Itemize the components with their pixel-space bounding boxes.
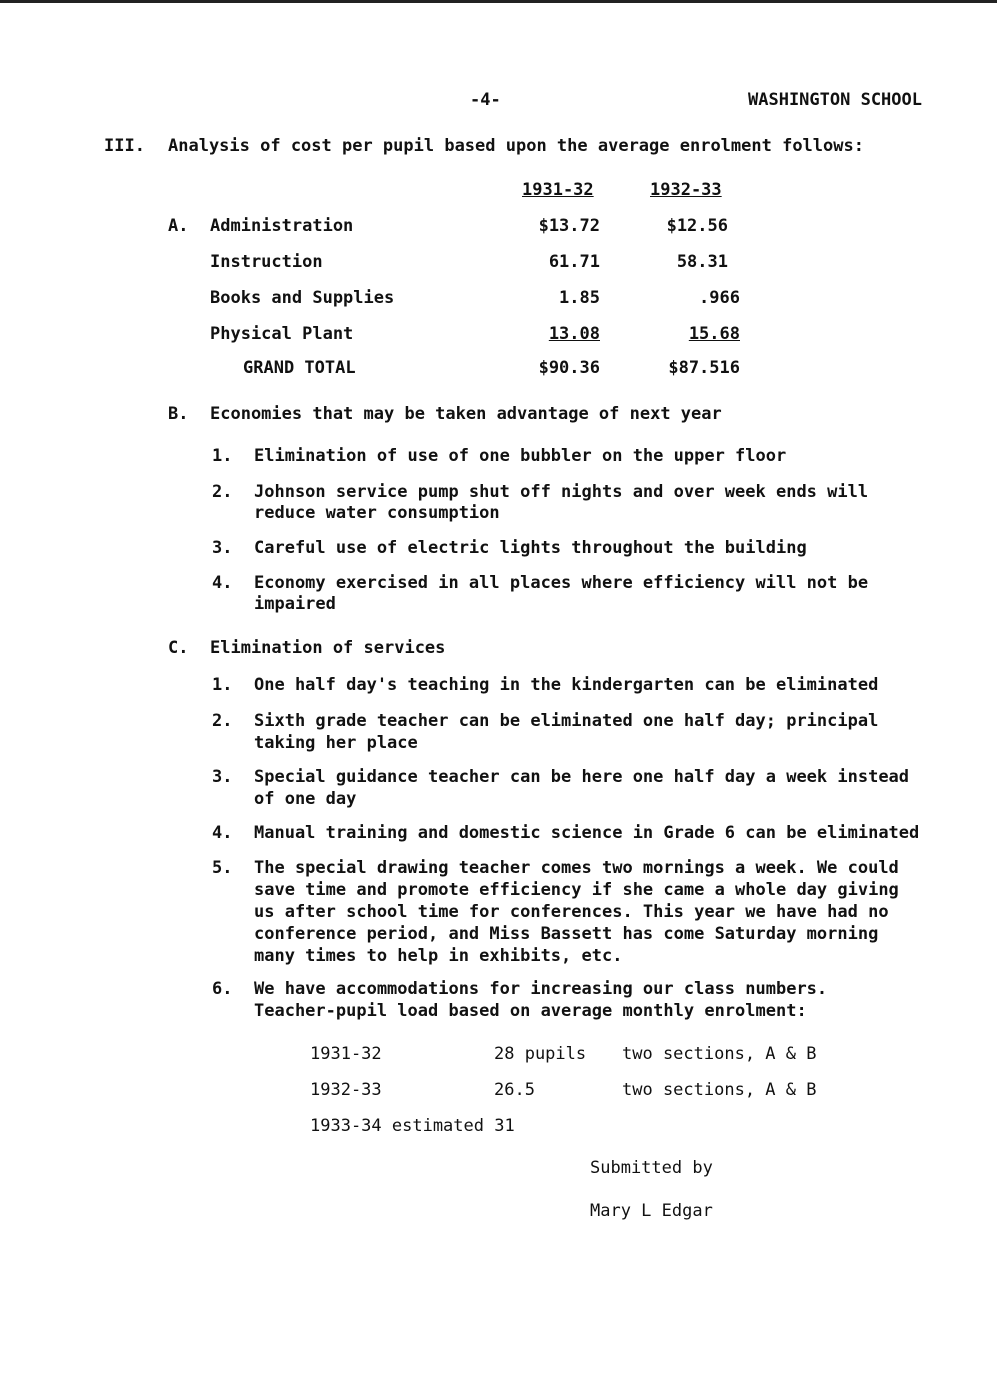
- list-item-number: 3.: [212, 767, 233, 787]
- list-item-text: Careful use of electric lights throughout the building: [254, 538, 807, 558]
- cost-label: Instruction: [210, 252, 323, 272]
- load-year: 1932-33: [310, 1080, 382, 1100]
- load-pupils: 28 pupils: [494, 1044, 587, 1064]
- list-item-text: Economy exercised in all places where efficiency will not be: [254, 573, 869, 593]
- list-item-number: 2.: [212, 711, 233, 731]
- page-number: -4-: [470, 90, 501, 110]
- list-item-text-cont: impaired: [254, 594, 336, 614]
- subsection-c-letter: C.: [168, 638, 189, 658]
- list-item-text: Manual training and domestic science in Grade 6 can be eliminated: [254, 823, 920, 843]
- year-header-1: 1931-32: [522, 180, 594, 200]
- grand-total-label: GRAND TOTAL: [243, 358, 356, 378]
- list-item-text: Special guidance teacher can be here one half day a week instead: [254, 767, 910, 787]
- cost-value-1932: $12.56: [666, 216, 728, 236]
- load-year: 1933-34 estimated 31: [310, 1116, 515, 1136]
- section-heading: Analysis of cost per pupil based upon the average enrolment follows:: [168, 136, 864, 156]
- list-item-number: 1.: [212, 446, 233, 466]
- list-item-number: 3.: [212, 538, 233, 558]
- cost-value-1932: .966: [699, 288, 740, 308]
- cost-label: Books and Supplies: [210, 288, 395, 308]
- list-item-text-cont: taking her place: [254, 733, 418, 753]
- list-item-text-cont: of one day: [254, 789, 357, 809]
- grand-total-1932: $87.516: [668, 358, 740, 378]
- list-item-number: 4.: [212, 573, 233, 593]
- list-item-number: 5.: [212, 858, 233, 878]
- load-pupils: 26.5: [494, 1080, 535, 1100]
- school-name: WASHINGTON SCHOOL: [748, 90, 922, 110]
- list-item-text-cont: Teacher-pupil load based on average monthly enrolment:: [254, 1001, 807, 1021]
- list-item-text: One half day's teaching in the kindergarten can be eliminated: [254, 675, 879, 695]
- list-item-text-cont: many times to help in exhibits, etc.: [254, 946, 623, 966]
- list-item-number: 4.: [212, 823, 233, 843]
- load-note: two sections, A & B: [622, 1044, 817, 1064]
- list-item-text-cont: conference period, and Miss Bassett has come Saturday morning: [254, 924, 879, 944]
- list-item-text: We have accommodations for increasing our class numbers.: [254, 979, 828, 999]
- cost-value-1932: 58.31: [676, 252, 728, 272]
- subsection-b-letter: B.: [168, 404, 189, 424]
- subsection-b-heading: Economies that may be taken advantage of next year: [210, 404, 722, 424]
- list-item-text-cont: reduce water consumption: [254, 503, 500, 523]
- list-item-text: Johnson service pump shut off nights and over week ends will: [254, 482, 869, 502]
- list-item-text: Elimination of use of one bubbler on the upper floor: [254, 446, 787, 466]
- load-note: two sections, A & B: [622, 1080, 817, 1100]
- list-item-text-cont: us after school time for conferences. This year we have had no: [254, 902, 889, 922]
- cost-value-1932: 15.68: [688, 324, 740, 344]
- cost-value-1931: 13.08: [548, 324, 600, 344]
- section-numeral: III.: [104, 136, 145, 156]
- subsection-a-letter: A.: [168, 216, 189, 236]
- load-year: 1931-32: [310, 1044, 382, 1064]
- list-item-text: The special drawing teacher comes two mornings a week. We could: [254, 858, 899, 878]
- list-item-number: 1.: [212, 675, 233, 695]
- list-item-text-cont: save time and promote efficiency if she came a whole day giving: [254, 880, 899, 900]
- cost-value-1931: 1.85: [559, 288, 600, 308]
- cost-label: Administration: [210, 216, 354, 236]
- year-header-2: 1932-33: [650, 180, 722, 200]
- cost-label: Physical Plant: [210, 324, 354, 344]
- signature-name: Mary L Edgar: [590, 1201, 713, 1221]
- submitted-by: Submitted by: [590, 1158, 713, 1178]
- list-item-number: 6.: [212, 979, 233, 999]
- subsection-c-heading: Elimination of services: [210, 638, 446, 658]
- grand-total-1931: $90.36: [538, 358, 600, 378]
- list-item-text: Sixth grade teacher can be eliminated one half day; principal: [254, 711, 879, 731]
- top-border-line: [0, 0, 997, 3]
- list-item-number: 2.: [212, 482, 233, 502]
- cost-value-1931: $13.72: [538, 216, 600, 236]
- cost-value-1931: 61.71: [548, 252, 600, 272]
